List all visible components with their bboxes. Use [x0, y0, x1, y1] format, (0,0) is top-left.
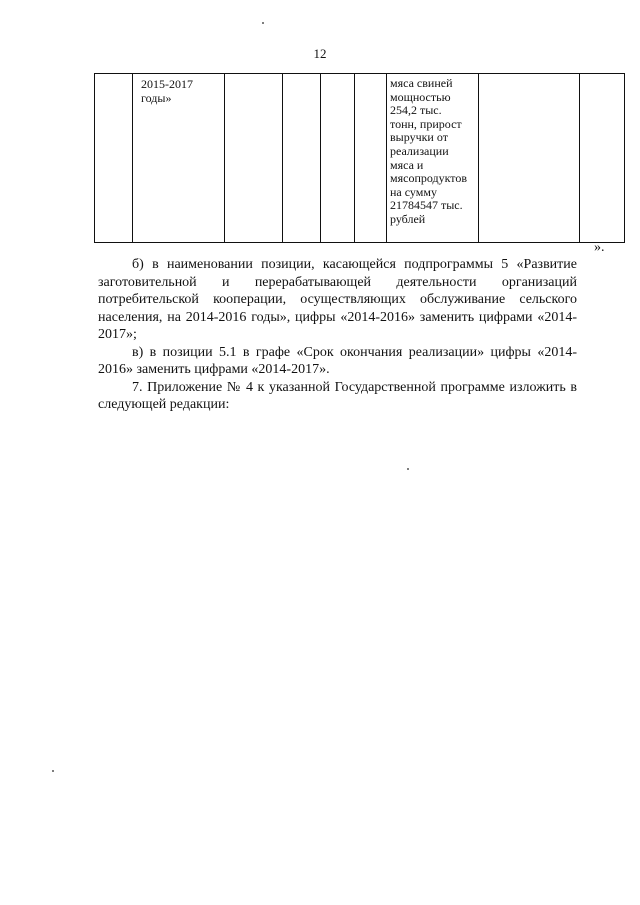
- result-line: мяса свиней: [390, 76, 453, 90]
- paragraph-7: 7. Приложение № 4 к указанной Государственной программе изложить в следующей редакции:: [98, 379, 577, 412]
- result-line: мясопродуктов: [390, 171, 468, 186]
- table-cell: [321, 74, 355, 243]
- page-number: 12: [313, 46, 327, 61]
- result-line: реализации: [390, 143, 449, 158]
- result-line: на сумму: [390, 184, 437, 199]
- name-line: 2015-2017: [141, 77, 193, 91]
- result-line: тонн, прирост: [390, 116, 462, 131]
- name-line: годы»: [141, 90, 172, 105]
- table-cell-name: [133, 74, 225, 243]
- body-text: [98, 256, 577, 414]
- table-cell: [479, 74, 580, 243]
- table-cell: [355, 74, 387, 243]
- result-line: 21784547 тыс.: [390, 198, 463, 213]
- continuation-table: [94, 73, 625, 243]
- result-line: мощностью: [390, 89, 451, 104]
- closing-quote: ».: [594, 240, 605, 255]
- table-cell: [225, 74, 283, 243]
- scan-speck: [262, 22, 264, 24]
- table-cell: [580, 74, 625, 243]
- result-line: рублей: [390, 211, 426, 226]
- result-line: выручки от: [390, 130, 448, 145]
- scan-speck: [407, 468, 409, 470]
- paragraph-b: б) в наименовании позиции, касающейся подпрограммы 5 «Развитие заготовительной и перерабатывающей деятельности организаций потребительской кооперации, осуществляющих обслуживание сельского населения, на 2014-2016 годы», цифры «2014-2016» заменить цифрами «2014-2017»;: [98, 257, 577, 342]
- result-line: мяса и: [390, 157, 424, 172]
- table-cell-result: [387, 74, 479, 243]
- table-cell: [283, 74, 321, 243]
- paragraph-v: в) в позиции 5.1 в графе «Срок окончания реализации» цифры «2014-2016» заменить цифрами «2014-2017».: [98, 344, 577, 377]
- scan-speck: [52, 770, 54, 772]
- table-cell-number: [95, 74, 133, 243]
- result-line: 254,2 тыс.: [390, 103, 442, 118]
